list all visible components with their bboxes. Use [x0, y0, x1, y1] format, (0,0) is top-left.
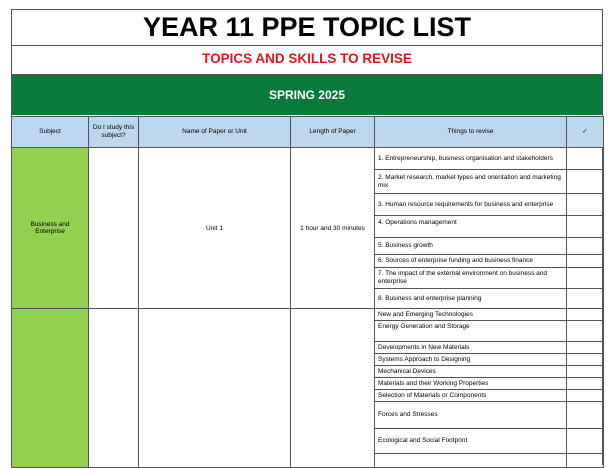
check-cell[interactable]	[567, 321, 604, 342]
check-cell[interactable]	[567, 342, 604, 354]
topic-cell: 3. Human resource requirements for business and enterprise	[375, 194, 567, 216]
paper-cell	[139, 309, 291, 468]
topic-cell: Energy Generation and Storage	[375, 321, 567, 342]
check-cell[interactable]	[567, 402, 604, 429]
study-cell[interactable]	[89, 309, 139, 468]
column-header-subject: Subject	[12, 117, 89, 148]
table-row	[12, 148, 604, 170]
column-header-length: Length of Paper	[291, 117, 375, 148]
column-header-revise: Things to revise	[375, 117, 567, 148]
table-row	[12, 309, 604, 321]
divider	[11, 45, 603, 46]
topic-cell: 4. Operations management	[375, 216, 567, 238]
length-cell	[291, 309, 375, 468]
page-title: YEAR 11 PPE TOPIC LIST	[142, 12, 472, 42]
topic-cell: 5. Business growth	[375, 238, 567, 255]
topic-cell: 2. Market research, market types and orientation and marketing mix	[375, 170, 567, 194]
check-cell[interactable]	[567, 429, 604, 454]
topic-cell	[375, 454, 567, 468]
column-header-check: ✓	[567, 117, 604, 148]
column-header-paper: Name of Paper or Unit	[139, 117, 291, 148]
topic-cell: Systems Approach to Designing	[375, 354, 567, 366]
topic-cell: 1. Entrepreneurship, business organisation and stakeholders	[375, 148, 567, 170]
check-cell[interactable]	[567, 268, 604, 289]
check-cell[interactable]	[567, 194, 604, 216]
subject-cell	[12, 309, 89, 468]
check-cell[interactable]	[567, 454, 604, 468]
topic-cell: Materials and their Working Properties	[375, 378, 567, 390]
topic-cell: 7. The impact of the external environment on business and enterprise	[375, 268, 567, 289]
topic-cell: 8. Business and enterprise planning	[375, 289, 567, 309]
check-cell[interactable]	[567, 309, 604, 321]
topic-cell: Mechanical Devices	[375, 366, 567, 378]
check-cell[interactable]	[567, 255, 604, 268]
check-cell[interactable]	[567, 354, 604, 366]
check-cell[interactable]	[567, 148, 604, 170]
table-header-row	[12, 117, 604, 148]
season-banner: SPRING 2025	[11, 75, 603, 115]
topic-cell: New and Emerging Technologies	[375, 309, 567, 321]
topic-cell: Developments in New Materials	[375, 342, 567, 354]
length-cell: 1 hour and 30 minutes	[291, 148, 375, 309]
check-cell[interactable]	[567, 378, 604, 390]
check-cell[interactable]	[567, 366, 604, 378]
divider	[11, 74, 603, 75]
paper-cell: Unit 1	[139, 148, 291, 309]
page-subtitle: TOPICS AND SKILLS TO REVISE	[202, 51, 412, 66]
study-cell[interactable]	[89, 148, 139, 309]
check-cell[interactable]	[567, 216, 604, 238]
check-cell[interactable]	[567, 238, 604, 255]
topic-cell: Ecological and Social Footprint	[375, 429, 567, 454]
topic-cell: Forces and Stresses	[375, 402, 567, 429]
check-cell[interactable]	[567, 289, 604, 309]
topic-cell: Selection of Materials or Components	[375, 390, 567, 402]
check-cell[interactable]	[567, 170, 604, 194]
topic-table	[11, 116, 604, 468]
column-header-study: Do I study this subject?	[89, 117, 139, 148]
topic-cell: 6. Sources of enterprise funding and business finance	[375, 255, 567, 268]
subject-cell: Business and Enterprise	[12, 148, 89, 309]
check-cell[interactable]	[567, 390, 604, 402]
